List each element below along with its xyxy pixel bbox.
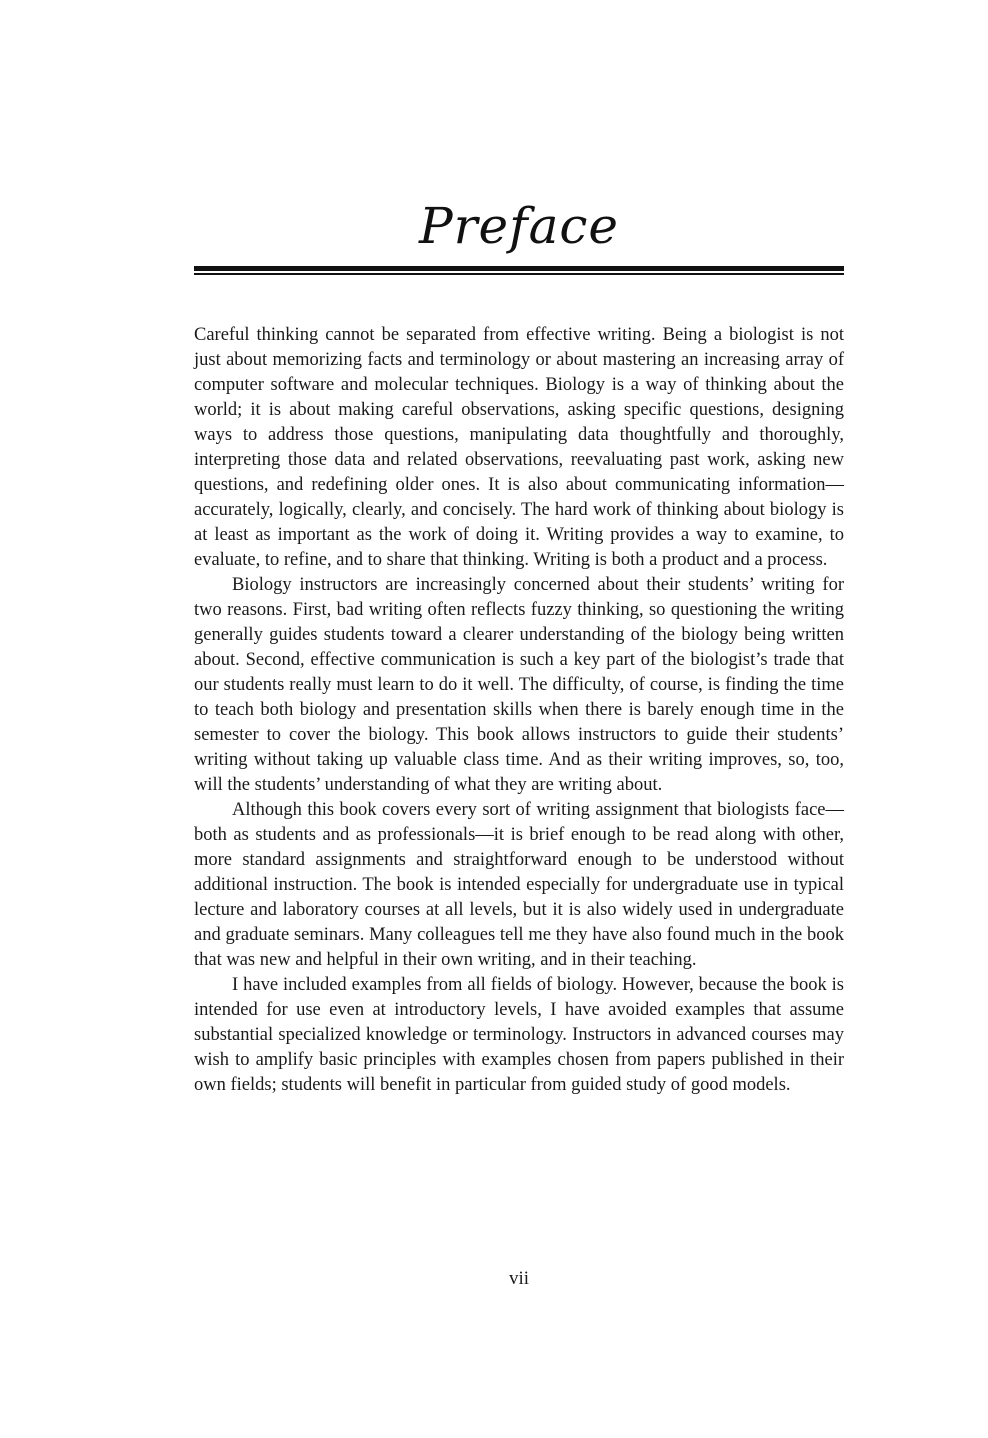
page-number: vii: [508, 1268, 530, 1289]
page-title: Preface: [418, 197, 620, 255]
paragraph-2: Biology instructors are increasingly concerned about their students’ writing for two reasons. First, bad writing often reflects fuzzy thinking, so questioning the writing generally guides students toward a clearer understanding of the biology being written about. Second, effective communication is such a key part of the biologist’s trade that our students really must learn to do it well. The difficulty, of course, is finding the time to teach both biology and presentation skills when there is barely enough time in the semester to cover the biology. This book allows instructors to guide their students’ writing without taking up valuable class time. And as their writing improves, so, too, will the students’ understanding of what they are writing about.: [194, 575, 844, 795]
paragraph-4: I have included examples from all fields of biology. However, because the book is intended for use even at introductory levels, I have avoided examples that assume substantial specialized knowledge or terminology. Instructors in advanced courses may wish to amplify basic principles with examples chosen from papers published in their own fields; students will benefit in particular from guided study of good models.: [194, 975, 844, 1095]
body-text: [194, 323, 844, 1098]
title-rule-thick: [194, 266, 844, 271]
paragraph-1: Careful thinking cannot be separated from effective writing. Being a biologist is not just about memorizing facts and terminology or about mastering an increasing array of computer software and molecular techniques. Biology is a way of thinking about the world; it is about making careful observations, asking specific questions, designing ways to address those questions, manipulating data thoughtfully and thoroughly, interpreting those data and related observations, reevaluating past work, asking new questions, and redefining older ones. It is also about communicating information—accurately, logically, clearly, and concisely. The hard work of thinking about biology is at least as important as the work of doing it. Writing provides a way to examine, to evaluate, to refine, and to share that thinking. Writing is both a product and a process.: [194, 325, 844, 570]
paragraph-3: Although this book covers every sort of writing assignment that biologists face—both as students and as professionals—it is brief enough to be read along with other, more standard assignments and straightforward enough to be understood without additional instruction. The book is intended especially for undergraduate use in typical lecture and laboratory courses at all levels, but it is also widely used in undergraduate and graduate seminars. Many colleagues tell me they have also found much in the book that was new and helpful in their own writing, and in their teaching.: [194, 800, 844, 970]
title-rule-thin: [194, 273, 844, 275]
